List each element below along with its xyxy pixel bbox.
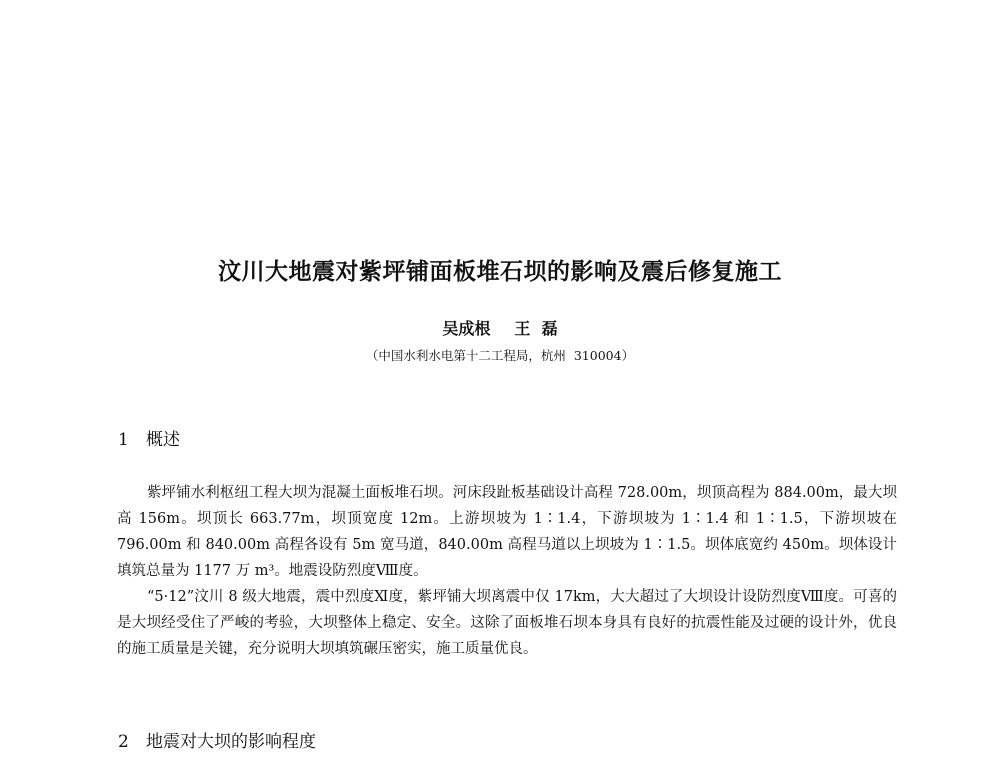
author-affiliation: （中国水利水电第十二工程局，杭州 310004） (365, 348, 635, 363)
author-name: 吴成根 (442, 319, 491, 338)
section-heading-overview (118, 425, 180, 450)
section-title: 地震对大坝的影响程度 (146, 732, 316, 752)
body-paragraph: “5·12”汶川 8 级大地震，震中烈度Ⅺ度，紫坪铺大坝离震中仅 17km，大大超过了大坝设计设防烈度Ⅷ度。可喜的是大坝经受住了严峻的考验，大坝整体上稳定、安全。这除了面板堆石坝本身具有良好的抗震性能及过硬的设计外，优良的施工质量是关键，充分说明大坝填筑碾压密实，施工质量优良。 (117, 589, 897, 657)
author-name: 王 磊 (514, 319, 558, 338)
section-number: 1 (118, 430, 129, 450)
paper-title: 汶川大地震对紫坪铺面板堆石坝的影响及震后修复施工 (218, 259, 782, 285)
author-list (0, 316, 1000, 339)
body-paragraph: 紫坪铺水利枢纽工程大坝为混凝土面板堆石坝。河床段趾板基础设计高程 728.00m，坝顶高程为 884.00m，最大坝高 156m。坝顶长 663.77m，坝顶宽度 12m。上游坝坡为 1∶1.4，下游坝坡为 1∶1.4 和 1∶1.5，下游坝坡在 796.00m 和 840.00m 高程各设有 5m 宽马道，840.00m 高程马道以上坝坡为 1∶1.5。坝体底宽约 450m。坝体设计填筑总量为 1177 万 m³。地震设防烈度Ⅷ度。 (117, 485, 897, 579)
section-number: 2 (118, 732, 129, 752)
section-title: 概述 (146, 430, 180, 450)
section-heading-earthquake-impact (118, 727, 316, 752)
